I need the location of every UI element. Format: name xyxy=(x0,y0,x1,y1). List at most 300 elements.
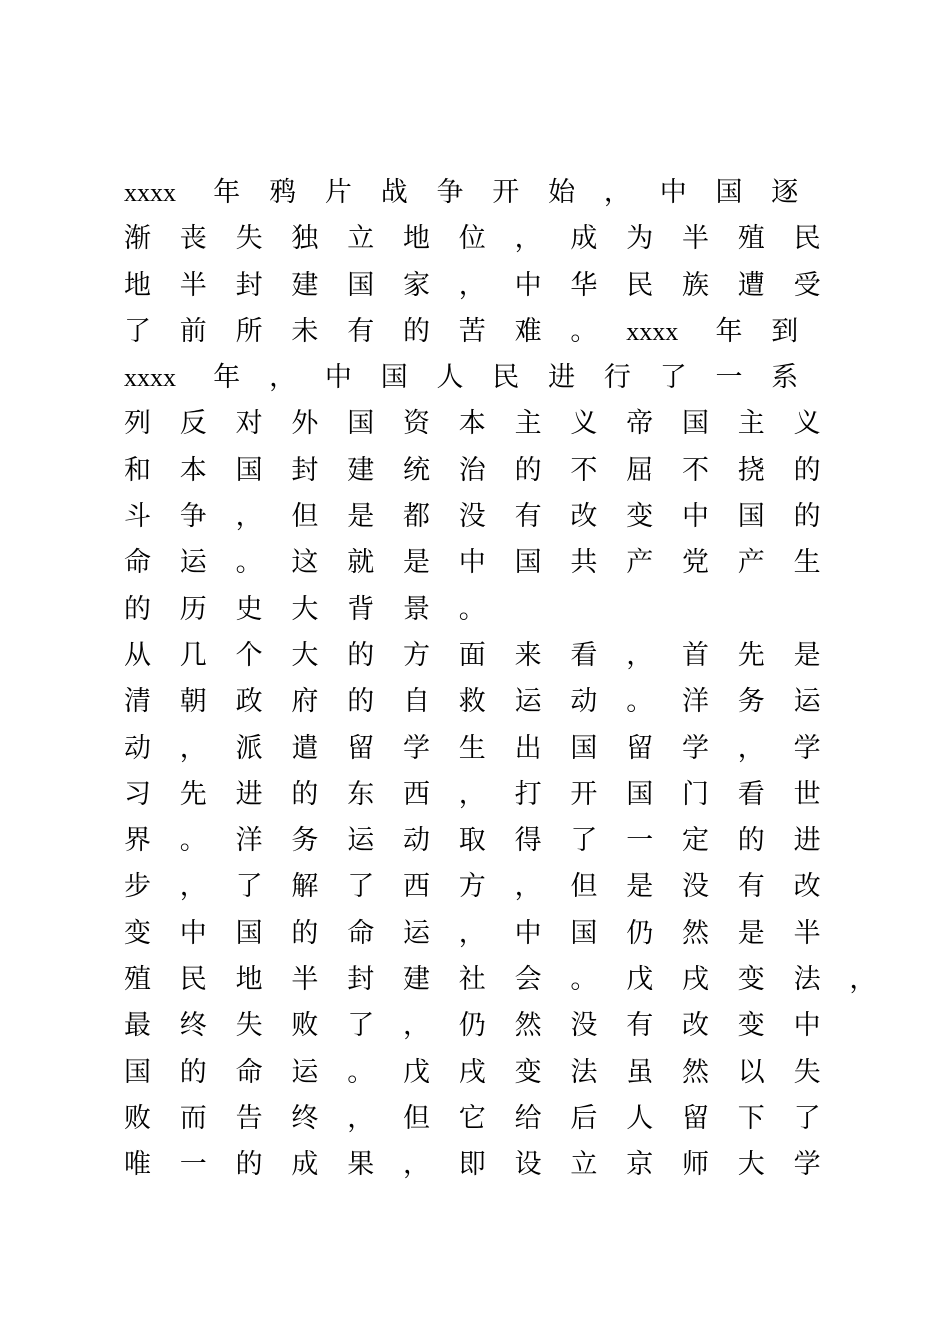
text-char: 而 xyxy=(179,1102,207,1134)
text-char: 学 xyxy=(403,732,430,764)
text-char: 最 xyxy=(124,1010,151,1042)
text-char: 年 xyxy=(715,315,743,347)
text-token-latin: xxxx xyxy=(626,316,679,346)
text-char: 国 xyxy=(380,362,408,394)
text-char: 一 xyxy=(179,1149,207,1181)
text-char: ， xyxy=(458,917,486,949)
text-char: 地 xyxy=(235,964,263,996)
text-line xyxy=(124,818,844,864)
text-line xyxy=(124,494,844,540)
text-char: 看 xyxy=(737,778,765,810)
text-char: 法 xyxy=(793,964,821,996)
text-char: 国 xyxy=(235,454,263,486)
text-char: 解 xyxy=(291,871,319,903)
text-char: 没 xyxy=(458,501,486,533)
text-line xyxy=(124,1096,844,1142)
text-char: 的 xyxy=(347,639,375,671)
text-char: ， xyxy=(179,732,207,764)
text-char: 国 xyxy=(570,917,598,949)
text-char: 半 xyxy=(179,269,207,301)
text-char: 斗 xyxy=(124,501,151,533)
text-char: 来 xyxy=(514,639,542,671)
text-char: 首 xyxy=(682,639,709,671)
body-text xyxy=(124,170,877,1189)
text-char: 国 xyxy=(514,547,542,579)
text-char: 师 xyxy=(682,1149,709,1181)
text-char: ， xyxy=(849,964,877,996)
text-line xyxy=(124,587,844,633)
text-char: 成 xyxy=(291,1149,319,1181)
text-char: 方 xyxy=(403,639,430,671)
text-char: 片 xyxy=(324,177,352,208)
text-char: ， xyxy=(737,732,765,764)
text-char: 一 xyxy=(626,825,654,857)
text-char: 然 xyxy=(514,1010,542,1042)
text-char: 民 xyxy=(793,223,821,255)
text-line xyxy=(124,263,844,309)
text-char: 习 xyxy=(124,778,151,810)
text-char: 了 xyxy=(124,315,151,347)
text-char: 唯 xyxy=(124,1149,151,1181)
text-char: 戌 xyxy=(682,964,709,996)
text-line xyxy=(124,355,844,401)
text-char: 务 xyxy=(291,825,319,857)
text-line xyxy=(124,911,844,957)
text-char: 有 xyxy=(737,871,765,903)
text-char: 自 xyxy=(403,686,430,718)
text-char: 系 xyxy=(771,362,799,394)
text-char: 是 xyxy=(626,871,654,903)
text-char: 的 xyxy=(347,686,375,718)
text-char: 建 xyxy=(291,269,319,301)
text-line xyxy=(124,1003,844,1049)
text-char: 鸦 xyxy=(269,177,297,208)
text-char: 都 xyxy=(403,501,430,533)
text-char: 。 xyxy=(347,1056,375,1088)
text-char: 未 xyxy=(291,315,319,347)
text-char: 告 xyxy=(235,1102,263,1134)
text-char: 难 xyxy=(514,315,542,347)
text-char: 的 xyxy=(737,825,765,857)
text-char: 看 xyxy=(570,639,598,671)
text-char: 的 xyxy=(179,1056,207,1088)
text-line xyxy=(124,633,844,679)
text-char: 是 xyxy=(793,639,821,671)
text-char: 是 xyxy=(403,547,430,579)
text-char: 资 xyxy=(403,408,430,440)
text-char: 民 xyxy=(492,362,520,394)
text-char: 开 xyxy=(492,177,520,208)
text-char: 这 xyxy=(291,547,319,579)
text-char: 戌 xyxy=(458,1056,486,1088)
text-char: 京 xyxy=(626,1149,654,1181)
text-char: 它 xyxy=(458,1102,486,1134)
text-line xyxy=(124,726,844,772)
text-char: 逐 xyxy=(771,177,799,208)
text-char: 到 xyxy=(771,315,799,347)
text-char: 争 xyxy=(436,177,464,208)
text-char: 半 xyxy=(682,223,709,255)
text-char: 中 xyxy=(324,362,352,394)
text-char: 出 xyxy=(514,732,542,764)
text-char: 洋 xyxy=(235,825,263,857)
text-char: 历 xyxy=(179,593,207,625)
text-char: 命 xyxy=(124,547,151,579)
text-line xyxy=(124,1142,844,1188)
text-char: 府 xyxy=(291,686,319,718)
text-char: 变 xyxy=(514,1056,542,1088)
text-char: 有 xyxy=(347,315,375,347)
text-char: 党 xyxy=(682,547,709,579)
text-char: 屈 xyxy=(626,454,654,486)
text-char: 学 xyxy=(682,732,709,764)
text-char: 果 xyxy=(347,1149,375,1181)
text-char: 运 xyxy=(347,825,375,857)
text-char: 留 xyxy=(682,1102,709,1134)
text-char: 中 xyxy=(682,501,709,533)
text-char: 国 xyxy=(570,732,598,764)
text-char: 。 xyxy=(179,825,207,857)
text-line xyxy=(124,1050,844,1096)
text-char: 殖 xyxy=(124,964,151,996)
text-char: 家 xyxy=(403,269,430,301)
text-line xyxy=(124,170,844,216)
text-char: 产 xyxy=(626,547,654,579)
text-char: 的 xyxy=(235,1149,263,1181)
text-char: 仍 xyxy=(458,1010,486,1042)
text-char: 动 xyxy=(570,686,598,718)
text-char: 国 xyxy=(626,778,654,810)
text-char: 背 xyxy=(347,593,375,625)
text-char: 下 xyxy=(737,1102,765,1134)
text-char: 国 xyxy=(124,1056,151,1088)
text-char: 义 xyxy=(793,408,821,440)
text-char: 留 xyxy=(626,732,654,764)
text-char: 渐 xyxy=(124,223,151,255)
text-char: 独 xyxy=(291,223,319,255)
text-char: 得 xyxy=(514,825,542,857)
text-line xyxy=(124,401,844,447)
text-char: 改 xyxy=(793,871,821,903)
text-char: 。 xyxy=(626,686,654,718)
text-char: 了 xyxy=(793,1102,821,1134)
text-char: 进 xyxy=(235,778,263,810)
text-char: 遣 xyxy=(291,732,319,764)
text-char: 了 xyxy=(347,1010,375,1042)
text-char: 。 xyxy=(570,315,598,347)
text-char: 民 xyxy=(179,964,207,996)
text-char: 的 xyxy=(514,454,542,486)
text-char: 变 xyxy=(737,964,765,996)
text-char: 就 xyxy=(347,547,375,579)
text-char: 苦 xyxy=(458,315,486,347)
text-char: 。 xyxy=(570,964,598,996)
text-char: 地 xyxy=(124,269,151,301)
text-char: 有 xyxy=(514,501,542,533)
text-char: 前 xyxy=(179,315,207,347)
text-char: 界 xyxy=(124,825,151,857)
text-char: 帝 xyxy=(626,408,654,440)
text-line xyxy=(124,864,844,910)
text-char: 西 xyxy=(403,778,430,810)
text-char: 。 xyxy=(458,593,486,625)
text-char: 改 xyxy=(570,501,598,533)
text-char: 设 xyxy=(514,1149,542,1181)
text-char: 留 xyxy=(347,732,375,764)
text-char: 半 xyxy=(793,917,821,949)
text-char: 遭 xyxy=(737,269,765,301)
text-char: 会 xyxy=(514,964,542,996)
text-char: ， xyxy=(514,223,542,255)
text-char: 方 xyxy=(458,871,486,903)
text-char: 外 xyxy=(291,408,319,440)
text-char: 本 xyxy=(458,408,486,440)
text-char: 动 xyxy=(124,732,151,764)
text-char: 中 xyxy=(458,547,486,579)
text-char: 建 xyxy=(347,454,375,486)
text-char: 变 xyxy=(626,501,654,533)
text-char: 中 xyxy=(179,917,207,949)
text-char: 打 xyxy=(514,778,542,810)
text-char: ， xyxy=(603,177,631,208)
text-char: 仍 xyxy=(626,917,654,949)
text-char: 定 xyxy=(682,825,709,857)
text-char: 开 xyxy=(570,778,598,810)
text-char: ， xyxy=(458,778,486,810)
text-char: ， xyxy=(403,1010,430,1042)
text-char: 不 xyxy=(570,454,598,486)
text-char: 失 xyxy=(793,1056,821,1088)
text-char: 个 xyxy=(235,639,263,671)
text-char: 封 xyxy=(235,269,263,301)
text-char: 法 xyxy=(570,1056,598,1088)
text-char: 戊 xyxy=(403,1056,430,1088)
text-char: 没 xyxy=(682,871,709,903)
text-char: 东 xyxy=(347,778,375,810)
text-char: 取 xyxy=(458,825,486,857)
text-char: 封 xyxy=(291,454,319,486)
text-char: 始 xyxy=(548,177,576,208)
text-char: 共 xyxy=(570,547,598,579)
text-char: 位 xyxy=(458,223,486,255)
text-char: 成 xyxy=(570,223,598,255)
text-char: 学 xyxy=(793,1149,821,1181)
text-char: 门 xyxy=(682,778,709,810)
text-char: 和 xyxy=(124,454,151,486)
text-char: 大 xyxy=(291,593,319,625)
text-char: 生 xyxy=(458,732,486,764)
text-char: 政 xyxy=(235,686,263,718)
text-char: 建 xyxy=(403,964,430,996)
text-char: 是 xyxy=(347,501,375,533)
text-char: 朝 xyxy=(179,686,207,718)
text-char: 中 xyxy=(793,1010,821,1042)
text-char: 了 xyxy=(659,362,687,394)
text-char: 殖 xyxy=(737,223,765,255)
text-char: 本 xyxy=(179,454,207,486)
text-token-latin: xxxx xyxy=(124,178,176,207)
text-char: 挠 xyxy=(737,454,765,486)
text-char: ， xyxy=(458,269,486,301)
text-char: 立 xyxy=(570,1149,598,1181)
text-char: 运 xyxy=(403,917,430,949)
text-char: 封 xyxy=(347,964,375,996)
text-char: 步 xyxy=(124,871,151,903)
text-char: 中 xyxy=(659,177,687,208)
text-char: 变 xyxy=(124,917,151,949)
text-char: 终 xyxy=(291,1102,319,1134)
text-char: ， xyxy=(514,871,542,903)
text-char: 族 xyxy=(682,269,709,301)
text-char: 派 xyxy=(235,732,263,764)
text-char: 以 xyxy=(737,1056,765,1088)
text-char: 戊 xyxy=(626,964,654,996)
text-char: 受 xyxy=(793,269,821,301)
text-char: ， xyxy=(347,1102,375,1134)
text-char: 的 xyxy=(124,593,151,625)
text-char: 治 xyxy=(458,454,486,486)
text-char: 丧 xyxy=(179,223,207,255)
text-char: 运 xyxy=(793,686,821,718)
text-char: 主 xyxy=(514,408,542,440)
text-char: 命 xyxy=(235,1056,263,1088)
text-char: 不 xyxy=(682,454,709,486)
text-char: 失 xyxy=(235,1010,263,1042)
text-char: 景 xyxy=(403,593,430,625)
text-char: 的 xyxy=(291,778,319,810)
text-line xyxy=(124,216,844,262)
text-token-latin: xxxx xyxy=(124,363,176,393)
text-char: 后 xyxy=(570,1102,598,1134)
text-char: 反 xyxy=(179,408,207,440)
text-char: 的 xyxy=(793,501,821,533)
text-char: 清 xyxy=(124,686,151,718)
text-char: 统 xyxy=(403,454,430,486)
text-char: 的 xyxy=(793,454,821,486)
text-char: 进 xyxy=(793,825,821,857)
text-char: 但 xyxy=(291,501,319,533)
text-char: 。 xyxy=(235,547,263,579)
text-char: 国 xyxy=(737,501,765,533)
text-char: 为 xyxy=(626,223,654,255)
text-char: 从 xyxy=(124,639,151,671)
text-char: 战 xyxy=(380,177,408,208)
text-char: ， xyxy=(235,501,263,533)
text-char: 了 xyxy=(235,871,263,903)
text-char: 失 xyxy=(235,223,263,255)
text-char: 大 xyxy=(291,639,319,671)
text-char: 的 xyxy=(403,315,430,347)
text-char: 败 xyxy=(124,1102,151,1134)
text-char: 没 xyxy=(570,1010,598,1042)
text-char: 即 xyxy=(458,1149,486,1181)
text-char: 年 xyxy=(213,362,241,394)
text-char: 的 xyxy=(291,917,319,949)
text-char: 进 xyxy=(548,362,576,394)
text-char: ， xyxy=(179,871,207,903)
text-char: 年 xyxy=(213,177,241,208)
text-char: ， xyxy=(269,362,297,394)
text-char: 是 xyxy=(737,917,765,949)
text-char: 国 xyxy=(235,917,263,949)
text-char: 立 xyxy=(347,223,375,255)
text-char: 西 xyxy=(403,871,430,903)
text-char: 半 xyxy=(291,964,319,996)
text-char: 国 xyxy=(682,408,709,440)
text-char: 先 xyxy=(179,778,207,810)
text-char: 但 xyxy=(403,1102,430,1134)
text-char: 虽 xyxy=(626,1056,654,1088)
text-char: 面 xyxy=(458,639,486,671)
text-char: 运 xyxy=(179,547,207,579)
text-line xyxy=(124,772,844,818)
text-char: 国 xyxy=(715,177,743,208)
text-char: 然 xyxy=(682,1056,709,1088)
text-char: 了 xyxy=(570,825,598,857)
text-char: 人 xyxy=(626,1102,654,1134)
text-char: 学 xyxy=(793,732,821,764)
text-char: 先 xyxy=(737,639,765,671)
text-char: 主 xyxy=(737,408,765,440)
text-char: 终 xyxy=(179,1010,207,1042)
text-char: 史 xyxy=(235,593,263,625)
text-char: 但 xyxy=(570,871,598,903)
text-line xyxy=(124,679,844,725)
text-char: 大 xyxy=(737,1149,765,1181)
text-char: 命 xyxy=(347,917,375,949)
text-char: 运 xyxy=(291,1056,319,1088)
text-char: 社 xyxy=(458,964,486,996)
text-char: 对 xyxy=(235,408,263,440)
text-char: 人 xyxy=(436,362,464,394)
text-char: 行 xyxy=(603,362,631,394)
text-char: 地 xyxy=(403,223,430,255)
text-char: 几 xyxy=(179,639,207,671)
text-char: 务 xyxy=(737,686,765,718)
text-char: 改 xyxy=(682,1010,709,1042)
text-line xyxy=(124,540,844,586)
text-char: 动 xyxy=(403,825,430,857)
text-line xyxy=(124,448,844,494)
text-char: 然 xyxy=(682,917,709,949)
text-char: 国 xyxy=(347,408,375,440)
text-char: ， xyxy=(626,639,654,671)
text-char: 国 xyxy=(347,269,375,301)
text-char: ， xyxy=(403,1149,430,1181)
text-char: 列 xyxy=(124,408,151,440)
text-char: 所 xyxy=(235,315,263,347)
text-line xyxy=(124,309,844,355)
text-char: 洋 xyxy=(682,686,709,718)
text-char: 中 xyxy=(514,917,542,949)
text-char: 中 xyxy=(514,269,542,301)
text-char: 义 xyxy=(570,408,598,440)
text-char: 了 xyxy=(347,871,375,903)
text-char: 民 xyxy=(626,269,654,301)
text-char: 争 xyxy=(179,501,207,533)
text-char: 败 xyxy=(291,1010,319,1042)
text-char: 救 xyxy=(458,686,486,718)
text-char: 华 xyxy=(570,269,598,301)
text-char: 运 xyxy=(514,686,542,718)
text-char: 给 xyxy=(514,1102,542,1134)
text-char: 一 xyxy=(715,362,743,394)
text-char: 世 xyxy=(793,778,821,810)
text-line xyxy=(124,957,877,1003)
text-char: 有 xyxy=(626,1010,654,1042)
text-char: 变 xyxy=(737,1010,765,1042)
text-char: 生 xyxy=(793,547,821,579)
